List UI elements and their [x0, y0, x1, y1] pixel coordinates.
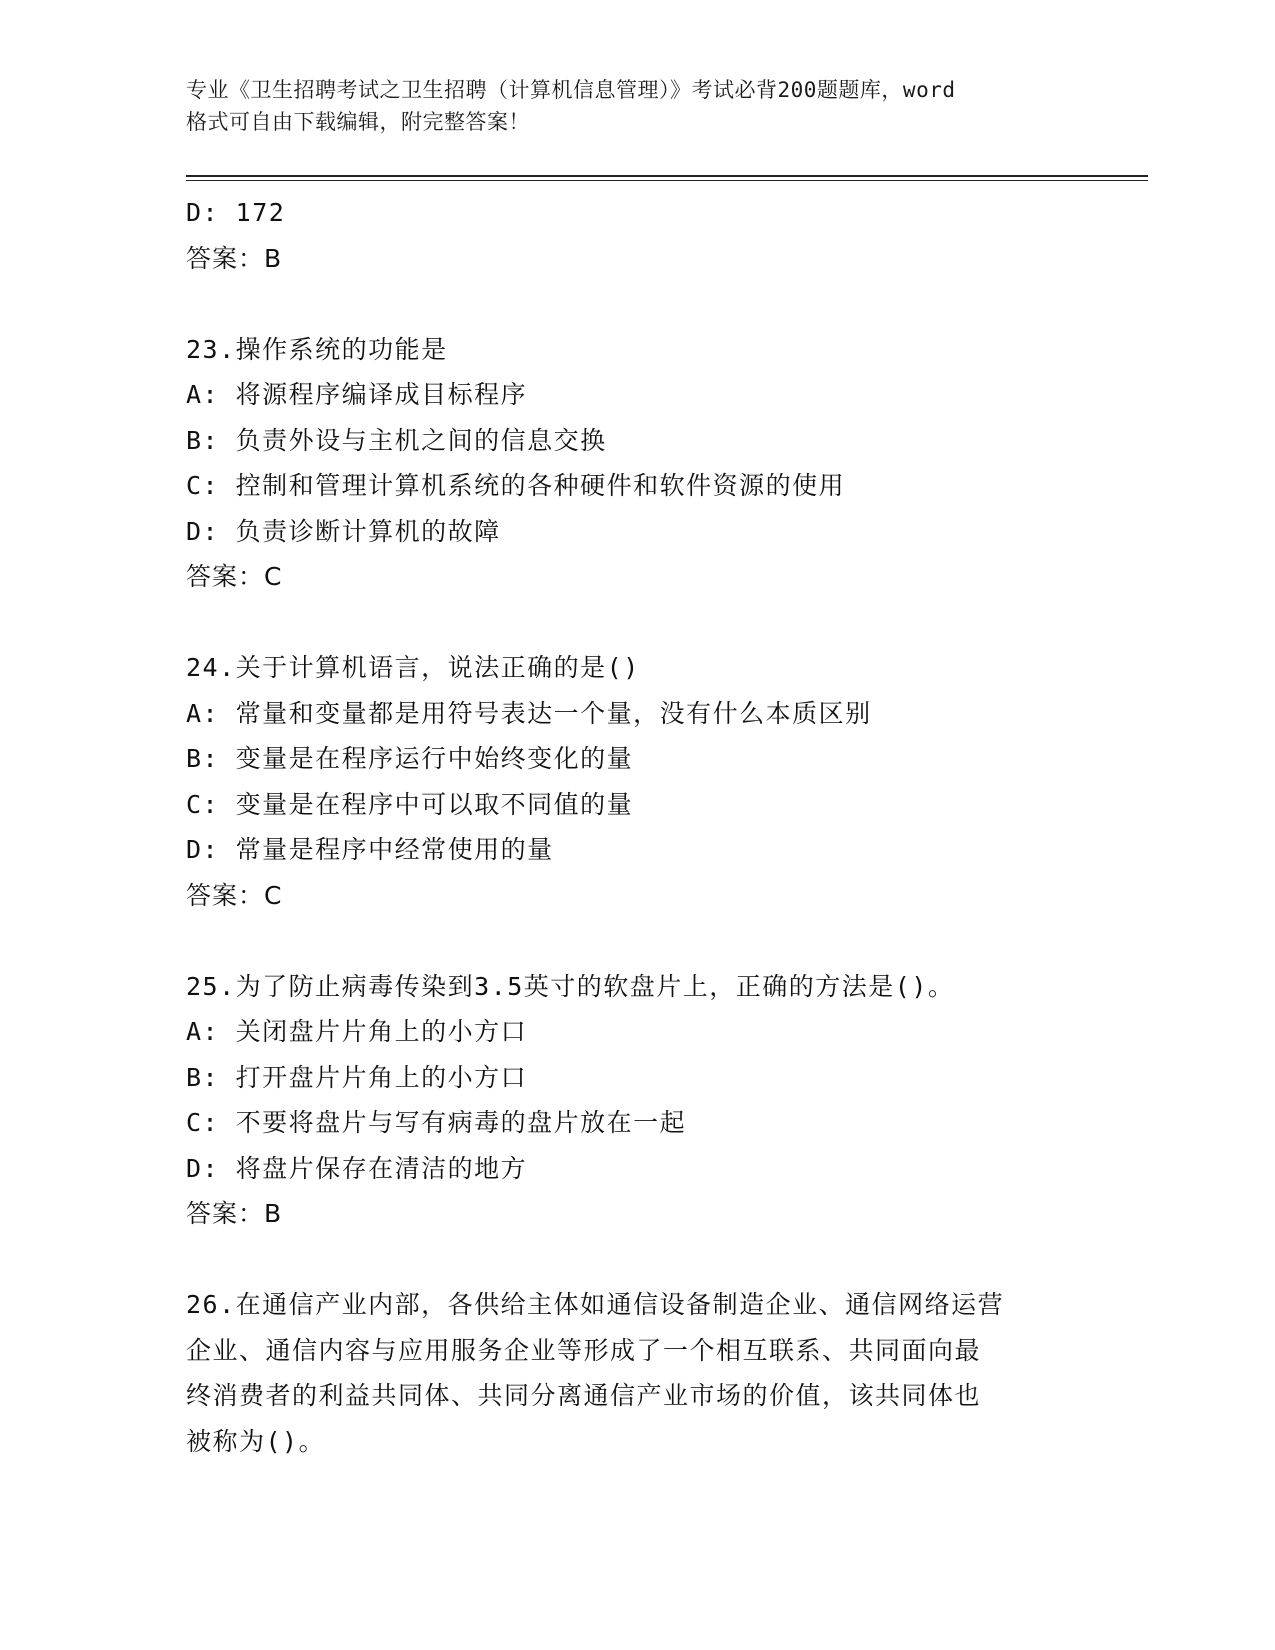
option-b: B: 变量是在程序运行中始终变化的量 — [186, 744, 634, 773]
question-24 — [186, 645, 1106, 918]
document-body — [186, 190, 1106, 1464]
question-stem-line-4: 被称为()。 — [186, 1426, 326, 1456]
prev-answer: 答案：B — [186, 243, 283, 273]
question-stem-line-2: 企业、通信内容与应用服务企业等形成了一个相互联系、共同面向最 — [186, 1335, 982, 1365]
question-stem: 25.为了防止病毒传染到3.5英寸的软盘片上，正确的方法是()。 — [186, 971, 955, 1001]
header-rule-thin — [186, 180, 1148, 181]
spacer — [186, 600, 1106, 646]
option-c: C: 不要将盘片与写有病毒的盘片放在一起 — [186, 1108, 687, 1137]
question-23 — [186, 327, 1106, 600]
header-rule-thick — [186, 175, 1148, 177]
option-b: B: 负责外设与主机之间的信息交换 — [186, 425, 607, 455]
option-a: A: 常量和变量都是用符号表达一个量，没有什么本质区别 — [186, 698, 872, 728]
question-stem-line-1: 26.在通信产业内部，各供给主体如通信设备制造企业、通信网络运营 — [186, 1290, 1005, 1319]
option-d: D: 常量是程序中经常使用的量 — [186, 835, 554, 864]
question-stem: 23.操作系统的功能是 — [186, 334, 448, 364]
option-a: A: 将源程序编译成目标程序 — [186, 380, 528, 409]
spacer — [186, 1237, 1106, 1283]
question-stem-line-3: 终消费者的利益共同体、共同分离通信产业市场的价值，该共同体也 — [186, 1381, 982, 1410]
document-header — [186, 74, 1086, 138]
option-b: B: 打开盘片片角上的小方口 — [186, 1062, 528, 1092]
question-25 — [186, 964, 1106, 1237]
option-a: A: 关闭盘片片角上的小方口 — [186, 1017, 528, 1046]
question-26 — [186, 1282, 1106, 1464]
option-d: D: 将盘片保存在清洁的地方 — [186, 1153, 528, 1183]
option-d: D: 负责诊断计算机的故障 — [186, 516, 501, 546]
spacer — [186, 918, 1106, 964]
answer: 答案：C — [186, 880, 283, 910]
header-line-1: 专业《卫生招聘考试之卫生招聘（计算机信息管理）》考试必背200题题库，word — [186, 78, 956, 102]
header-line-2: 格式可自由下载编辑，附完整答案！ — [186, 110, 530, 134]
option-c: C: 变量是在程序中可以取不同值的量 — [186, 789, 634, 819]
answer: 答案：C — [186, 562, 283, 591]
question-stem: 24.关于计算机语言，说法正确的是() — [186, 653, 640, 682]
prev-option-d: D: 172 — [186, 198, 286, 227]
answer: 答案：B — [186, 1199, 283, 1228]
spacer — [186, 281, 1106, 327]
option-c: C: 控制和管理计算机系统的各种硬件和软件资源的使用 — [186, 471, 846, 500]
